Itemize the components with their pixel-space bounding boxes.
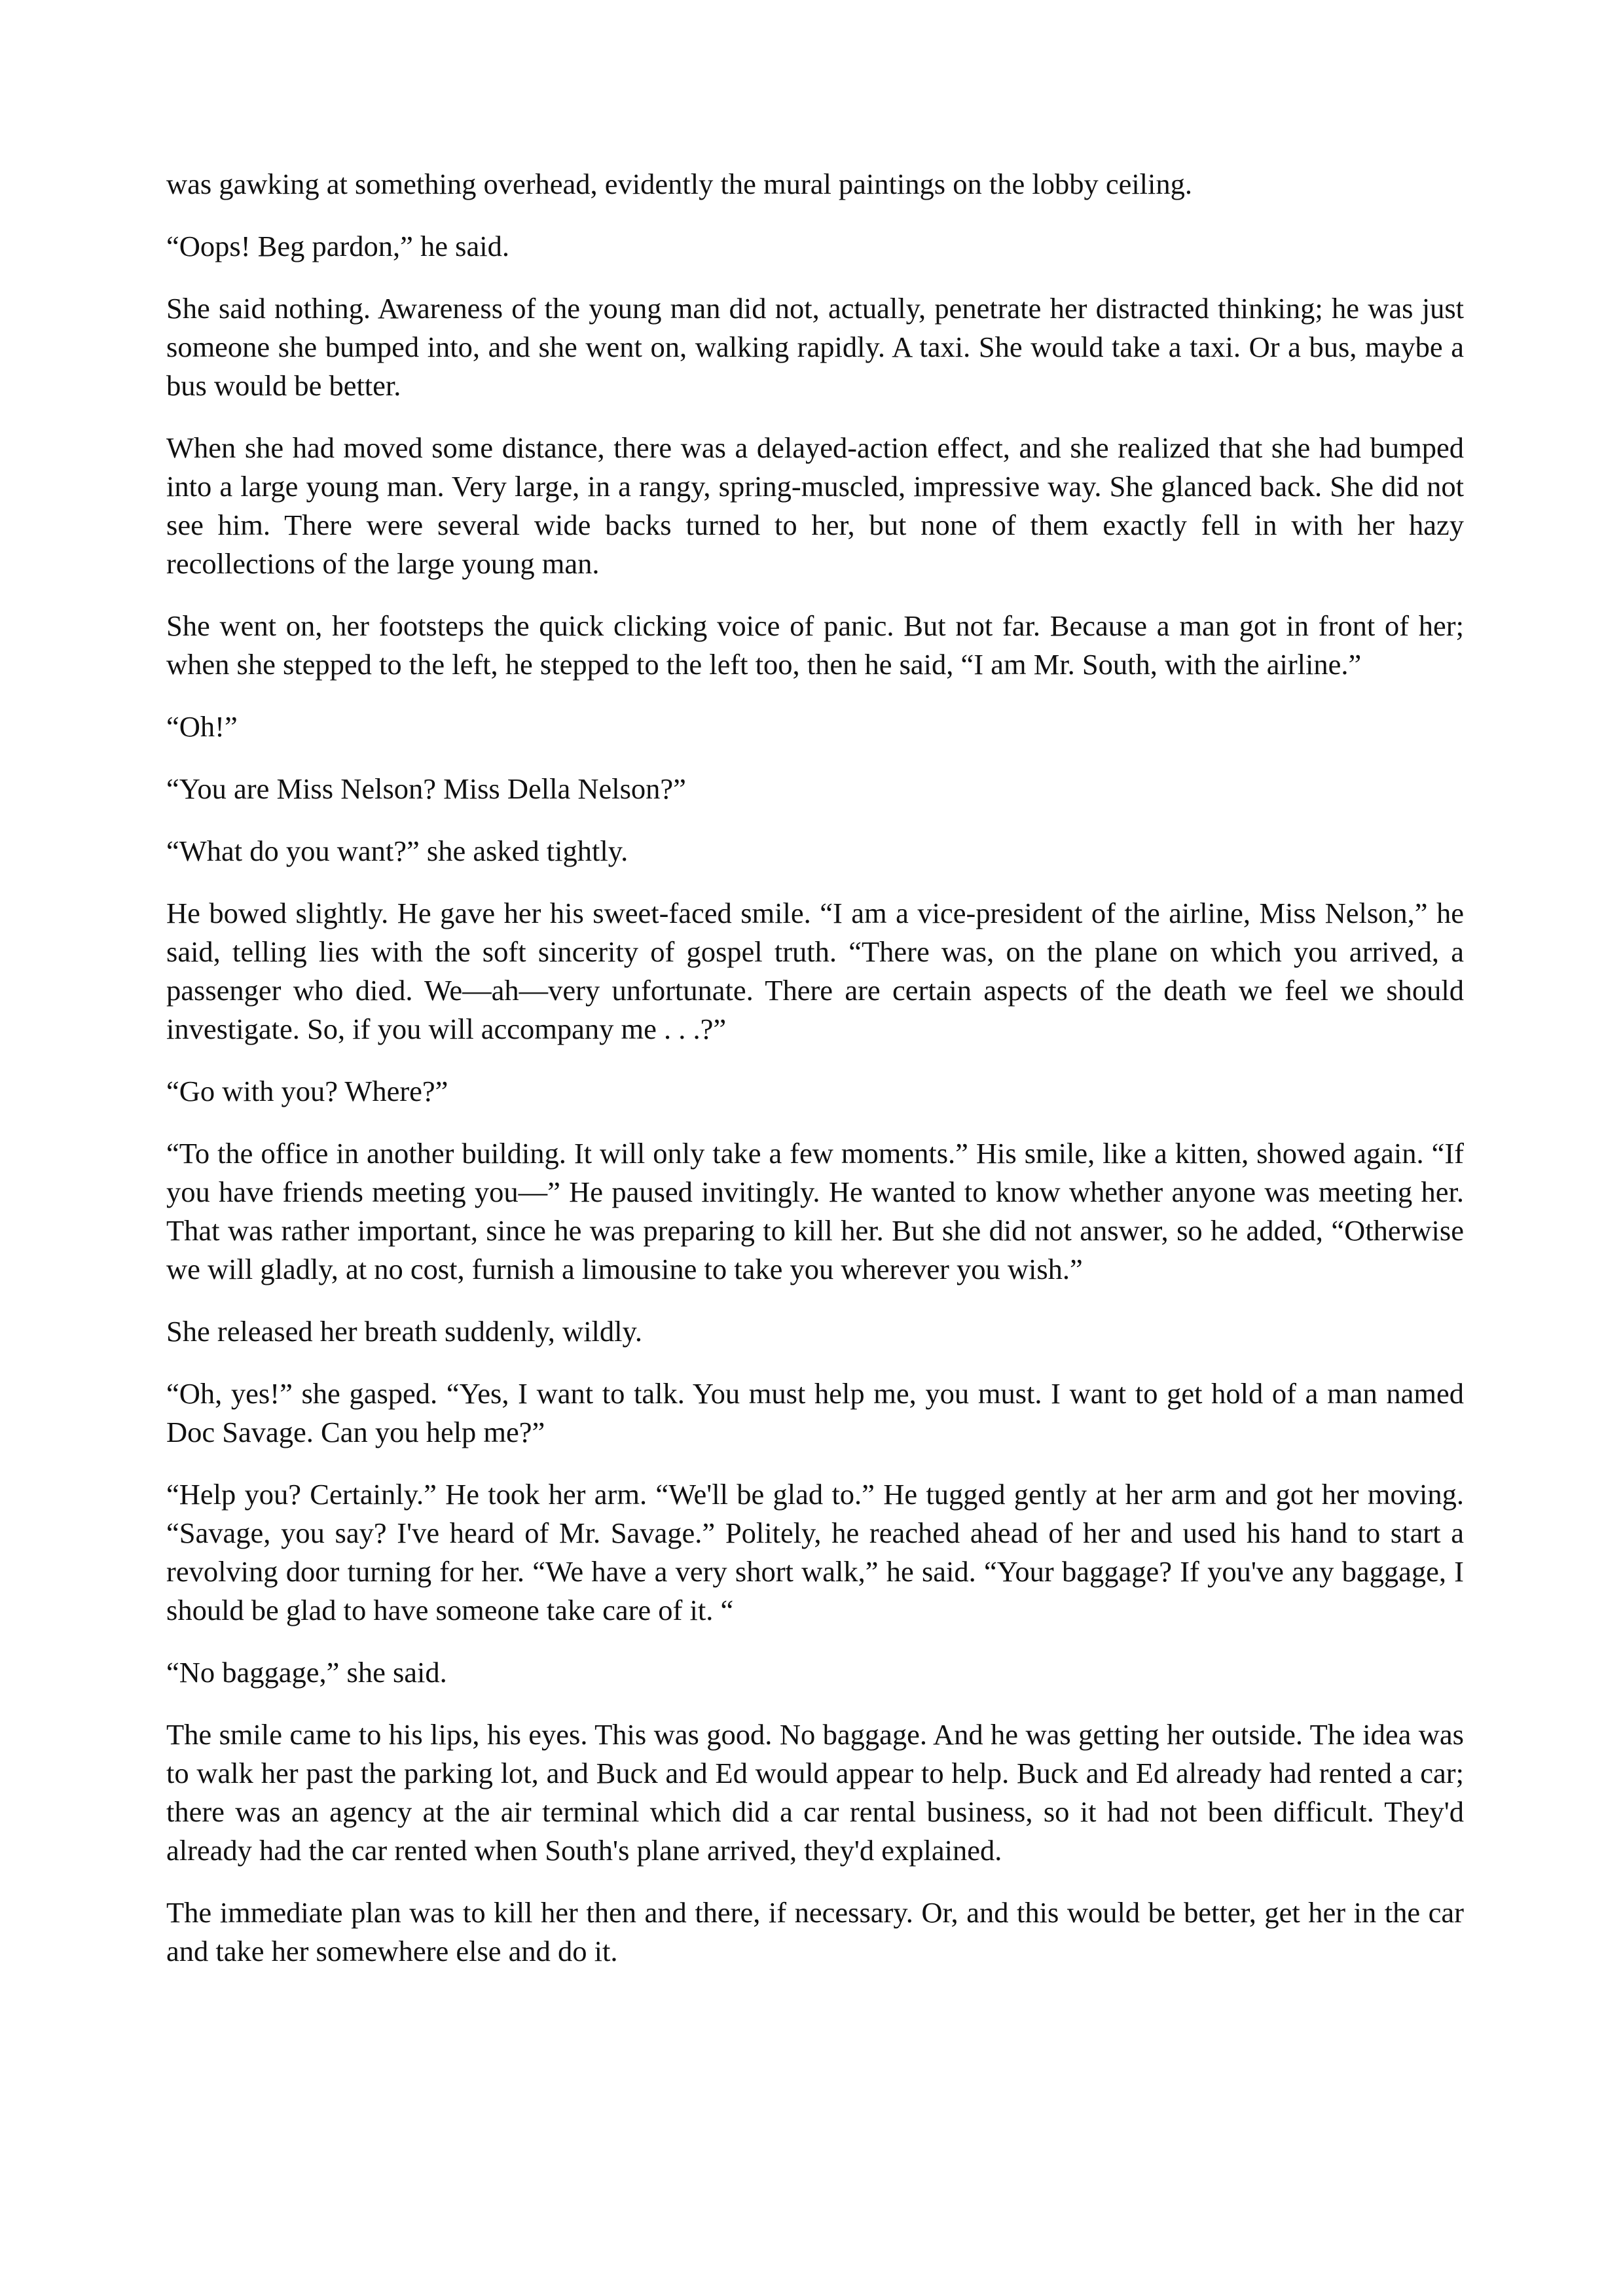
paragraph-1: was gawking at something overhead, evidently the mural paintings on the lobby ceiling. [166,168,1193,200]
paragraph-9: He bowed slightly. He gave her his sweet-faced smile. “I am a vice-president of the airline, Miss Nelson,” he said, telling lies with the soft sincerity of gospel truth. “There was, on the plane on which you arrived, a passenger who died. We—ah—very unfortunate. There are certain aspects of the death we feel we should investigate. So, if you will accompany me . . .?” [166,897,1464,1045]
paragraph-6: “Oh!” [166,710,238,743]
paragraph-14: “Help you? Certainly.” He took her arm. “We'll be glad to.” He tugged gently at her arm and got her moving. “Savage, you say? I've heard of Mr. Savage.” Politely, he reached ahead of her and used his hand to start a revolving door turning for her. “We have a very short walk,” he said. “Your baggage? If you've any baggage, I should be glad to have someone take care of it. “ [166,1478,1464,1626]
paragraph-10: “Go with you? Where?” [166,1075,448,1107]
paragraph-11: “To the office in another building. It will only take a few moments.” His smile, like a kitten, showed again. “If you have friends meeting you—” He paused invitingly. He wanted to know whether anyone was meeting her. That was rather important, since he was preparing to kill her. But she did not answer, so he added, “Otherwise we will gladly, at no cost, furnish a limousine to take you wherever you wish.” [166,1137,1464,1285]
paragraph-8: “What do you want?” she asked tightly. [166,834,629,867]
paragraph-5: She went on, her footsteps the quick clicking voice of panic. But not far. Because a man got in front of her; when she stepped to the left, he stepped to the left too, then he said, “I am Mr. South, with the airline.” [166,609,1464,681]
document-page [166,165,1464,1994]
paragraph-17: The immediate plan was to kill her then and there, if necessary. Or, and this would be better, get her in the car and take her somewhere else and do it. [166,1896,1464,1967]
paragraph-16: The smile came to his lips, his eyes. This was good. No baggage. And he was getting her outside. The idea was to walk her past the parking lot, and Buck and Ed would appear to help. Buck and Ed already had rented a car; there was an agency at the air terminal which did a car rental business, so it had not been difficult. They'd already had the car rented when South's plane arrived, they'd explained. [166,1718,1464,1867]
paragraph-12: She released her breath suddenly, wildly. [166,1315,643,1348]
paragraph-3: She said nothing. Awareness of the young man did not, actually, penetrate her distracted thinking; he was just someone she bumped into, and she went on, walking rapidly. A taxi. She would take a taxi. Or a bus, maybe a bus would be better. [166,292,1464,402]
paragraph-4: When she had moved some distance, there was a delayed-action effect, and she realized that she had bumped into a large young man. Very large, in a rangy, spring-muscled, impressive way. She glanced back. She did not see him. There were several wide backs turned to her, but none of them exactly fell in with her hazy recollections of the large young man. [166,431,1464,580]
paragraph-2: “Oops! Beg pardon,” he said. [166,230,509,262]
paragraph-13: “Oh, yes!” she gasped. “Yes, I want to talk. You must help me, you must. I want to get hold of a man named Doc Savage. Can you help me?” [166,1377,1464,1448]
paragraph-7: “You are Miss Nelson? Miss Della Nelson?” [166,772,686,805]
paragraph-15: “No baggage,” she said. [166,1656,447,1689]
